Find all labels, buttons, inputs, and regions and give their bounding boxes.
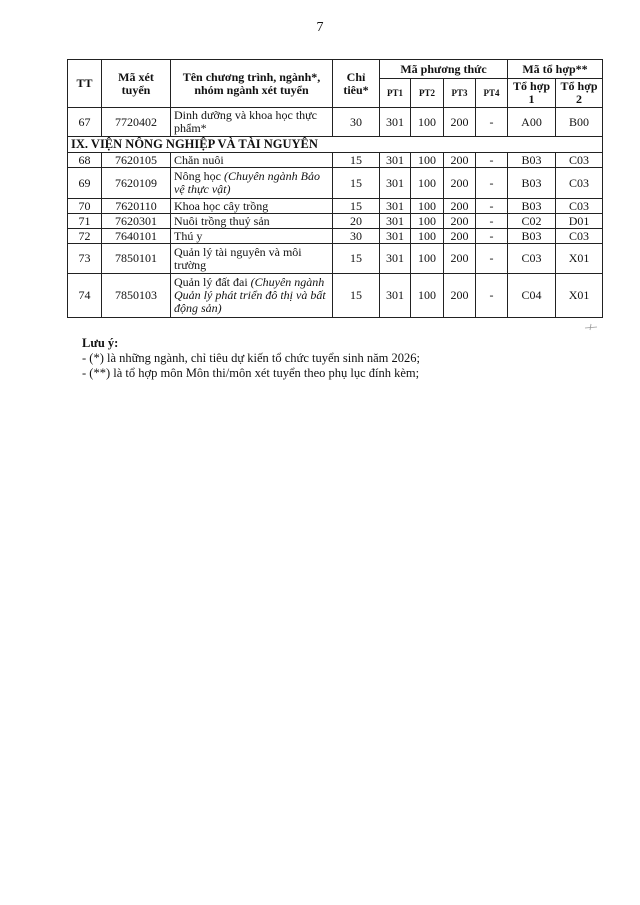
- header-pt4: PT4: [476, 79, 508, 108]
- table-row: [68, 153, 603, 168]
- row-tt: 72: [68, 229, 102, 244]
- table-row: [68, 199, 603, 214]
- row-code: 7720402: [102, 108, 171, 137]
- table-row: [68, 108, 603, 137]
- row-name: Dinh dưỡng và khoa học thực phẩm*: [171, 108, 333, 137]
- row-tt: 74: [68, 274, 102, 318]
- row-pt4: -: [476, 274, 508, 318]
- row-name: Thú y: [171, 229, 333, 244]
- row-tt: 71: [68, 214, 102, 229]
- row-code: 7850101: [102, 244, 171, 274]
- row-pt2: 100: [411, 108, 444, 137]
- row-combo2: C03: [556, 153, 603, 168]
- header-program: Tên chương trình, ngành*, nhóm ngành xét tuyển: [171, 60, 333, 108]
- row-tt: 68: [68, 153, 102, 168]
- table-row: [68, 214, 603, 229]
- row-combo2: C03: [556, 199, 603, 214]
- table-row: [68, 168, 603, 199]
- row-pt1: 301: [380, 168, 411, 199]
- header-method-group: Mã phương thức: [380, 60, 508, 79]
- row-pt1: 301: [380, 274, 411, 318]
- row-pt1: 301: [380, 214, 411, 229]
- row-quota: 30: [333, 229, 380, 244]
- row-pt2: 100: [411, 153, 444, 168]
- notes-title: Lưu ý:: [82, 336, 119, 350]
- row-pt3: 200: [444, 199, 476, 214]
- section-title: IX. VIỆN NÔNG NGHIỆP VÀ TÀI NGUYÊN: [68, 137, 603, 153]
- row-code: 7620301: [102, 214, 171, 229]
- row-name: Khoa học cây trồng: [171, 199, 333, 214]
- row-quota: 20: [333, 214, 380, 229]
- row-combo1: B03: [508, 153, 556, 168]
- row-quota: 15: [333, 199, 380, 214]
- row-combo2: D01: [556, 214, 603, 229]
- initial-mark-icon: [584, 322, 598, 332]
- row-pt1: 301: [380, 153, 411, 168]
- row-combo2: B00: [556, 108, 603, 137]
- row-pt1: 301: [380, 244, 411, 274]
- header-combo1: Tổ hợp 1: [508, 79, 556, 108]
- row-code: 7620110: [102, 199, 171, 214]
- row-name: Nông học (Chuyên ngành Bảo vệ thực vật): [171, 168, 333, 199]
- row-pt4: -: [476, 153, 508, 168]
- row-name: Chăn nuôi: [171, 153, 333, 168]
- notes-block: [82, 336, 420, 381]
- row-pt2: 100: [411, 199, 444, 214]
- row-quota: 15: [333, 244, 380, 274]
- table-row: [68, 229, 603, 244]
- header-tt: TT: [68, 60, 102, 108]
- row-pt2: 100: [411, 214, 444, 229]
- header-combo2: Tổ hợp 2: [556, 79, 603, 108]
- row-pt2: 100: [411, 244, 444, 274]
- row-tt: 70: [68, 199, 102, 214]
- row-pt3: 200: [444, 168, 476, 199]
- row-pt4: -: [476, 168, 508, 199]
- row-tt: 67: [68, 108, 102, 137]
- row-pt3: 200: [444, 108, 476, 137]
- row-combo2: X01: [556, 244, 603, 274]
- row-pt1: 301: [380, 108, 411, 137]
- row-pt4: -: [476, 229, 508, 244]
- row-quota: 15: [333, 153, 380, 168]
- row-code: 7620105: [102, 153, 171, 168]
- row-combo1: C03: [508, 244, 556, 274]
- row-name: Quản lý đất đai (Chuyên ngành Quản lý phát triển đô thị và bất động sản): [171, 274, 333, 318]
- header-combo-group: Mã tổ hợp**: [508, 60, 603, 79]
- row-quota: 15: [333, 168, 380, 199]
- row-pt3: 200: [444, 274, 476, 318]
- header-code: Mã xét tuyển: [102, 60, 171, 108]
- row-combo1: B03: [508, 168, 556, 199]
- header-pt2: PT2: [411, 79, 444, 108]
- row-pt4: -: [476, 108, 508, 137]
- row-name: Quản lý tài nguyên và môi trường: [171, 244, 333, 274]
- row-pt4: -: [476, 199, 508, 214]
- note-line: - (*) là những ngành, chỉ tiêu dự kiến tổ chức tuyển sinh năm 2026;: [82, 351, 420, 365]
- admission-table: [67, 59, 603, 318]
- header-quota: Chỉ tiêu*: [333, 60, 380, 108]
- row-combo2: C03: [556, 229, 603, 244]
- row-code: 7640101: [102, 229, 171, 244]
- row-pt2: 100: [411, 168, 444, 199]
- row-pt1: 301: [380, 229, 411, 244]
- row-quota: 30: [333, 108, 380, 137]
- row-pt1: 301: [380, 199, 411, 214]
- row-combo1: C02: [508, 214, 556, 229]
- header-pt1: PT1: [380, 79, 411, 108]
- row-pt3: 200: [444, 153, 476, 168]
- row-combo1: B03: [508, 199, 556, 214]
- row-code: 7620109: [102, 168, 171, 199]
- row-pt2: 100: [411, 274, 444, 318]
- row-pt3: 200: [444, 214, 476, 229]
- row-combo1: B03: [508, 229, 556, 244]
- table-row: [68, 244, 603, 274]
- row-combo1: A00: [508, 108, 556, 137]
- table-row: [68, 274, 603, 318]
- note-line: - (**) là tổ hợp môn Môn thi/môn xét tuyển theo phụ lục đính kèm;: [82, 366, 420, 380]
- row-tt: 69: [68, 168, 102, 199]
- row-combo2: C03: [556, 168, 603, 199]
- row-combo1: C04: [508, 274, 556, 318]
- row-pt3: 200: [444, 229, 476, 244]
- row-pt4: -: [476, 244, 508, 274]
- header-pt3: PT3: [444, 79, 476, 108]
- row-pt4: -: [476, 214, 508, 229]
- row-name: Nuôi trồng thuỷ sản: [171, 214, 333, 229]
- row-code: 7850103: [102, 274, 171, 318]
- row-tt: 73: [68, 244, 102, 274]
- row-quota: 15: [333, 274, 380, 318]
- row-combo2: X01: [556, 274, 603, 318]
- row-pt2: 100: [411, 229, 444, 244]
- row-pt3: 200: [444, 244, 476, 274]
- page-number: 7: [316, 20, 324, 35]
